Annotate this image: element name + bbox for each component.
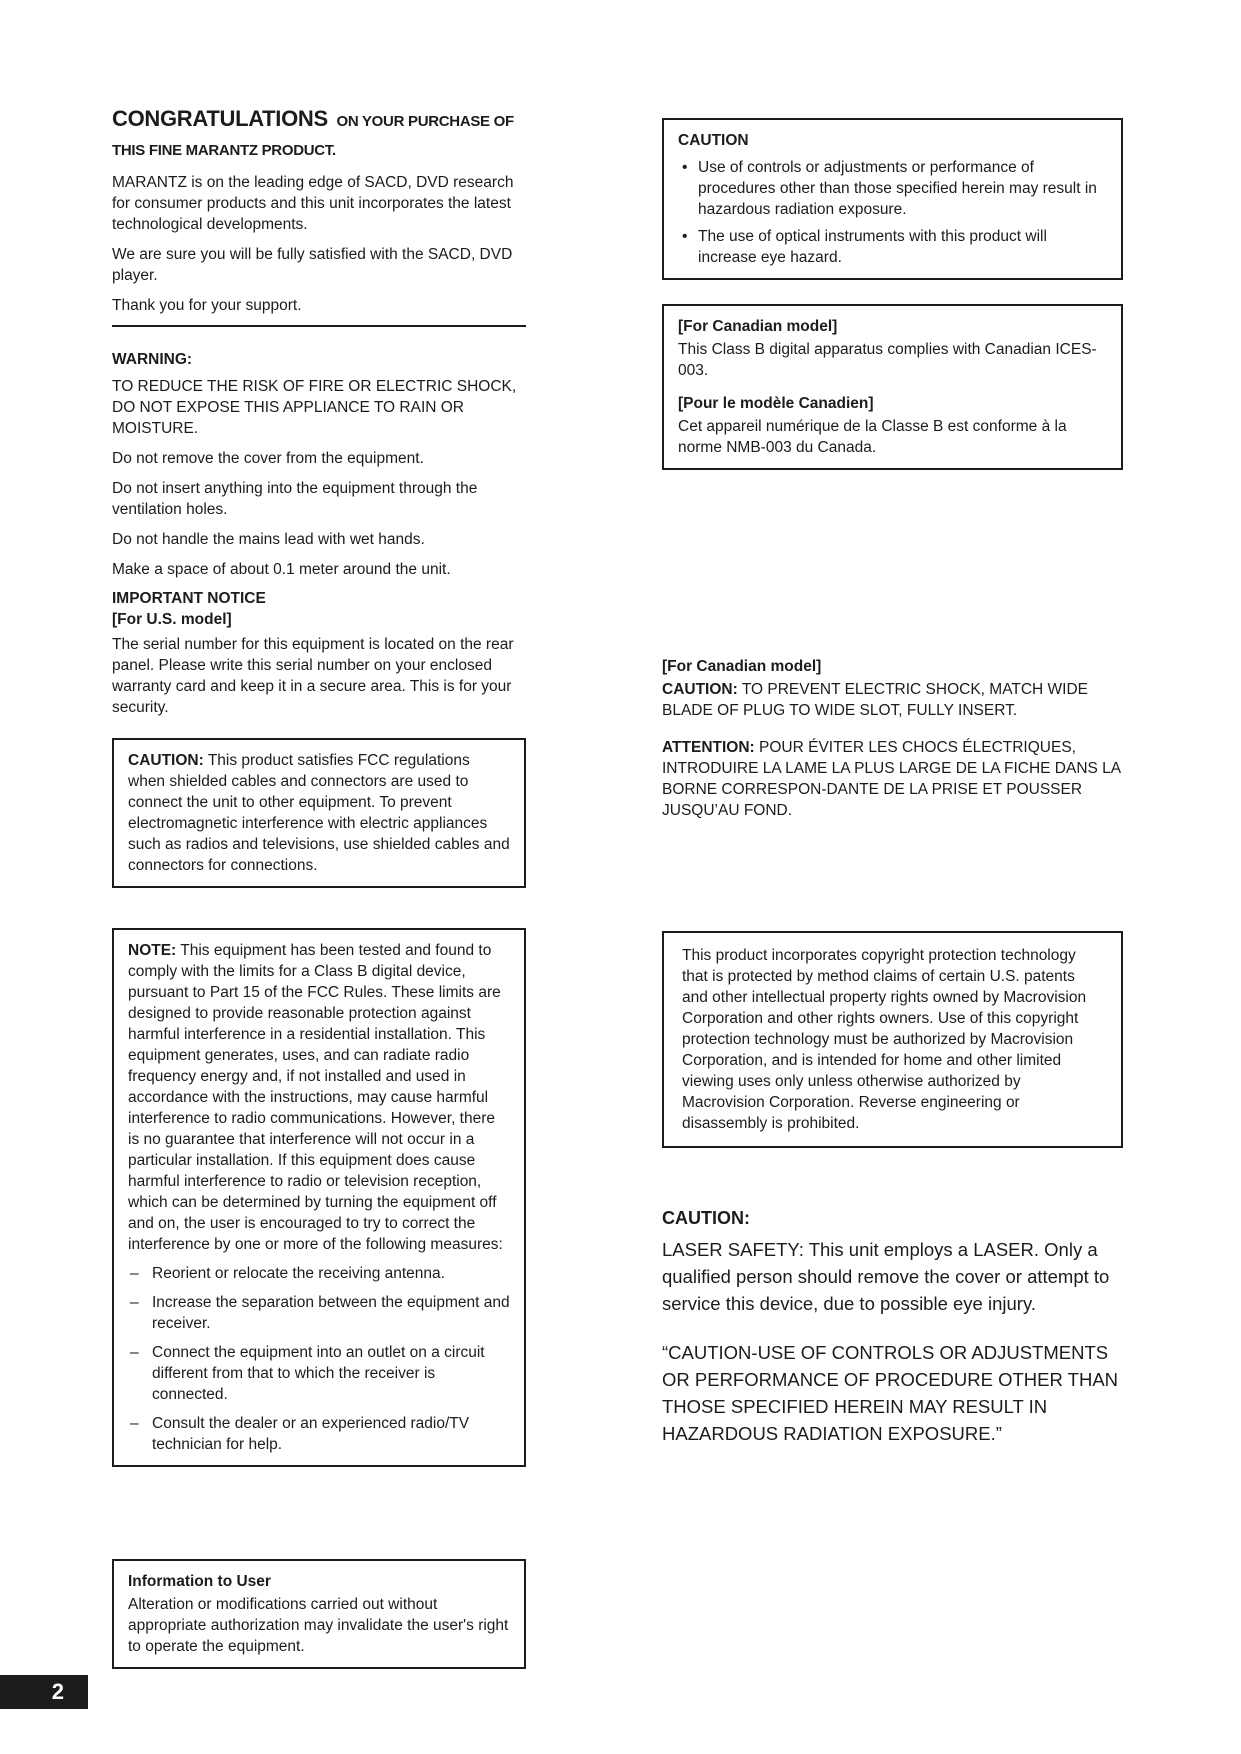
laser-quote-text: “CAUTION-USE OF CONTROLS OR ADJUSTMENTS OR PERFORMANCE OF PROCEDURE OTHER THAN THOSE SPECIFIED HEREIN MAY RESULT IN HAZARDOUS RADIATION EXPOSURE.” (662, 1342, 1119, 1444)
intro-paragraph: Thank you for your support. (112, 297, 302, 314)
fcc-caution-label: CAUTION: (128, 752, 204, 769)
important-notice-heading: IMPORTANT NOTICE (112, 590, 266, 607)
laser-caution-heading: CAUTION: (662, 1208, 750, 1228)
page-title-sub: ON YOUR PURCHASE OF THIS FINE MARANTZ PRODUCT. (112, 113, 514, 159)
plug-caution-label: CAUTION: (662, 681, 738, 698)
fcc-caution-text (128, 750, 510, 876)
page-title-main: CONGRATULATIONS (112, 106, 328, 131)
warning-paragraph: Make a space of about 0.1 meter around the unit. (112, 561, 451, 578)
caution-bullet: • The use of optical instruments with this product will increase eye hazard. (678, 226, 1107, 268)
information-to-user-box (112, 1559, 526, 1669)
radiation-caution-heading: CAUTION (678, 132, 749, 149)
canadian-model-heading: [For Canadian model] (678, 318, 838, 335)
fcc-caution-box (112, 738, 526, 888)
warning-paragraph: Do not insert anything into the equipment through the ventilation holes. (112, 480, 478, 518)
fcc-note-text (128, 940, 510, 1255)
warning-paragraph: TO REDUCE THE RISK OF FIRE OR ELECTRIC SHOCK, DO NOT EXPOSE THIS APPLIANCE TO RAIN OR MOISTURE. (112, 378, 517, 437)
laser-safety-section (662, 1206, 1123, 1447)
information-to-user-text: Alteration or modifications carried out without appropriate authorization may invalidate the user's right to operate the equipment. (128, 1596, 509, 1655)
plug-attention-text (662, 737, 1123, 821)
plug-attention-body: POUR ÉVITER LES CHOCS ÉLECTRIQUES, INTRODUIRE LA LAME LA PLUS LARGE DE LA FICHE DANS LA BORNE CORRESPON-DANTE DE LA PRISE ET POUSSER JUSQU’AU FOND. (662, 739, 1121, 819)
information-to-user-heading: Information to User (128, 1573, 271, 1590)
page-number: 2 (0, 1675, 88, 1709)
canadian-ices-box (662, 304, 1123, 470)
laser-safety-text: LASER SAFETY: This unit employs a LASER. Only a qualified person should remove the cover or attempt to service this device, due to possible eye injury. (662, 1239, 1110, 1314)
fcc-note-body: This equipment has been tested and found to comply with the limits for a Class B digital device, pursuant to Part 15 of the FCC Rules. These limits are designed to provide reasonable protection against harmful interference in a residential installation. This equipment generates, uses, and can radiate radio frequency energy and, if not installed and used in accordance with the instructions, may cause harmful interference to radio communications. However, there is no guarantee that interference will not occur in a particular installation. If this equipment does cause harmful interference to radio or television reception, which can be determined by turning the equipment off and on, the user is encouraged to try to correct the interference by one or more of the following measures: (128, 942, 503, 1253)
page-title (112, 104, 526, 162)
fcc-note-label: NOTE: (128, 942, 177, 959)
fcc-measure-item: – Reorient or relocate the receiving antenna. (128, 1263, 510, 1284)
radiation-caution-box (662, 118, 1123, 280)
fcc-caution-body: This product satisfies FCC regulations when shielded cables and connectors are used to connect the unit to other equipment. To prevent electromagnetic interference with electric appliances such as radios and televisions, use shielded cables and connectors for connections. (128, 752, 510, 874)
fcc-measure-item: – Increase the separation between the equipment and receiver. (128, 1292, 510, 1334)
macrovision-box (662, 931, 1123, 1148)
warning-paragraph: Do not remove the cover from the equipment. (112, 450, 424, 467)
macrovision-text: This product incorporates copyright protection technology that is protected by method claims of certain U.S. patents and other intellectual property rights owned by Macrovision Corporation and other rights owners. Use of this copyright protection technology must be authorized by Macrovision Corporation, and is intended for home and other limited viewing uses only unless otherwise authorized by Macrovision Corporation. Reverse engineering or disassembly is prohibited. (682, 947, 1087, 1132)
plug-attention-label: ATTENTION: (662, 739, 755, 756)
plug-caution-text (662, 679, 1123, 721)
fcc-note-box (112, 928, 526, 1467)
caution-bullet: • Use of controls or adjustments or performance of procedures other than those specified herein may result in hazardous radiation exposure. (678, 157, 1107, 220)
plug-caution-body: TO PREVENT ELECTRIC SHOCK, MATCH WIDE BLADE OF PLUG TO WIDE SLOT, FULLY INSERT. (662, 681, 1089, 719)
plug-warning-section (662, 656, 1123, 821)
serial-number-paragraph: The serial number for this equipment is located on the rear panel. Please write this serial number on your enclosed warranty card and keep it in a secure area. This is for your security. (112, 636, 514, 716)
left-column (112, 104, 526, 1669)
canadian-ices-text: This Class B digital apparatus complies with Canadian ICES-003. (678, 341, 1097, 379)
plug-canadian-model-heading: [For Canadian model] (662, 658, 822, 675)
canadian-nmb-text: Cet appareil numérique de la Classe B est conforme à la norme NMB-003 du Canada. (678, 418, 1067, 456)
right-column (662, 118, 1123, 1447)
fcc-measure-item: – Connect the equipment into an outlet on a circuit different from that to which the receiver is connected. (128, 1342, 510, 1405)
intro-paragraph: We are sure you will be fully satisfied with the SACD, DVD player. (112, 246, 513, 284)
pour-canadien-heading: [Pour le modèle Canadien] (678, 395, 874, 412)
warning-heading: WARNING: (112, 351, 193, 368)
us-model-heading: [For U.S. model] (112, 611, 232, 628)
intro-paragraph: MARANTZ is on the leading edge of SACD, DVD research for consumer products and this unit incorporates the latest technological developments. (112, 174, 514, 233)
fcc-measure-item: – Consult the dealer or an experienced radio/TV technician for help. (128, 1413, 510, 1455)
section-divider (112, 325, 526, 327)
warning-paragraph: Do not handle the mains lead with wet hands. (112, 531, 425, 548)
